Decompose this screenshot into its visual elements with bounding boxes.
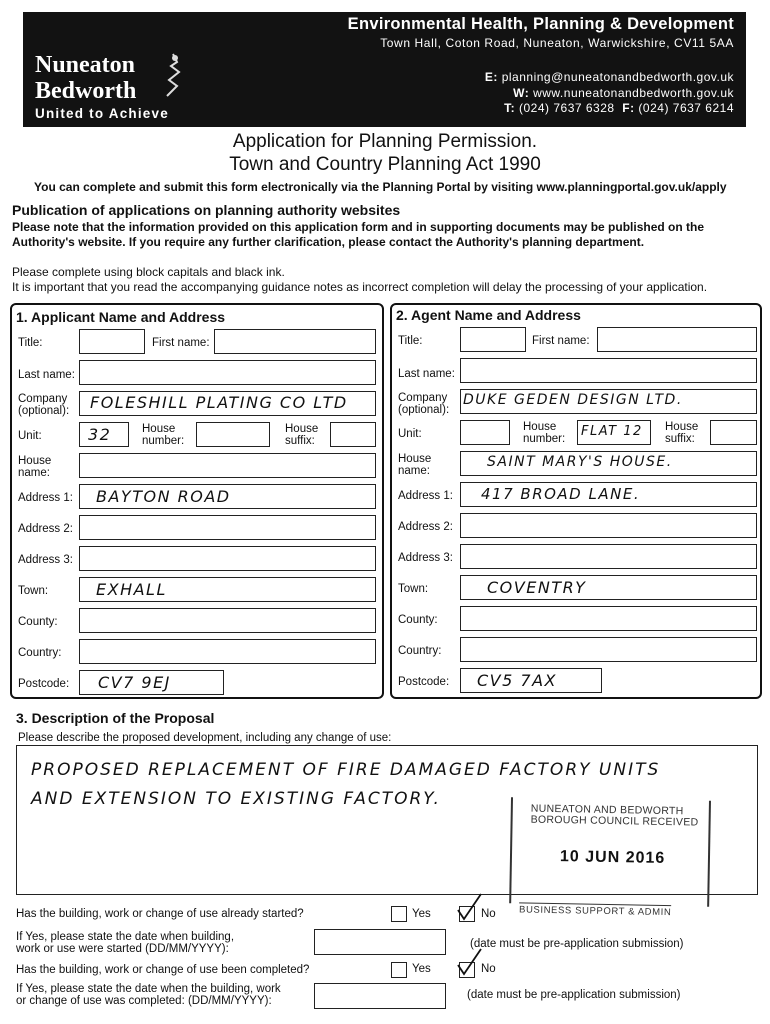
started-yes-checkbox[interactable] (391, 906, 407, 922)
applicant-title-field[interactable] (79, 329, 145, 354)
applicant-country-field[interactable] (79, 639, 376, 664)
web-link[interactable]: www.nuneatonandbedworth.gov.uk (533, 85, 734, 100)
agent-last-name-field[interactable] (460, 358, 757, 383)
portal-note: You can complete and submit this form electronically via the Planning Portal by visiting www.planningportal.gov.uk/apply (34, 180, 727, 194)
received-stamp: NUNEATON AND BEDWORTH BOROUGH COUNCIL RECEIVED 10 JUN 2016 BUSINESS SUPPORT & ADMIN (509, 797, 711, 915)
agent-address3-field[interactable] (460, 544, 757, 569)
proposal-line-1: PROPOSED REPLACEMENT OF FIRE DAMAGED FACTORY UNITS (31, 760, 661, 780)
agent-unit-field[interactable] (460, 420, 510, 445)
applicant-company-field[interactable]: FOLESHILL PLATING CO LTD (79, 391, 376, 416)
publication-text-1: Please note that the information provided on this application form and in supporting documents may be published on the (12, 220, 705, 234)
applicant-address3-field[interactable] (79, 546, 376, 571)
question-completed: Has the building, work or change of use been completed? (16, 964, 310, 976)
applicant-house-number-field[interactable] (196, 422, 270, 447)
instructions-2: It is important that you read the accompanying guidance notes as incorrect completion will delay the processing of your application. (12, 280, 708, 294)
applicant-county-field[interactable] (79, 608, 376, 633)
agent-country-field[interactable] (460, 637, 757, 662)
question-completed-date: If Yes, please state the date when the building, work or change of use was completed: (DD/MM/YYYY): (16, 983, 281, 1007)
started-date-field[interactable] (314, 929, 446, 955)
applicant-panel: 1. Applicant Name and Address Title: First name: Last name: Company (optional): FOLESHILL PLATING CO LTD Unit: 32 House number: House suffix: House name: Address 1: BAYTON ROAD Address 2: Address 3: Town: EXHALL County: Country: Postcode: CV7 9EJ (10, 303, 384, 699)
tagline: United to Achieve (35, 106, 169, 121)
form-title: Application for Planning Permission. (232, 131, 538, 152)
form-subtitle: Town and Country Planning Act 1990 (229, 154, 541, 175)
date-note-started: (date must be pre-application submission) (470, 938, 684, 950)
completed-yes-checkbox[interactable] (391, 962, 407, 978)
crest-icon (157, 50, 189, 100)
applicant-house-suffix-field[interactable] (330, 422, 376, 447)
council-header (23, 12, 746, 127)
applicant-address1-field[interactable]: BAYTON ROAD (79, 484, 376, 509)
applicant-town-field[interactable]: EXHALL (79, 577, 376, 602)
agent-company-field[interactable]: DUKE GEDEN DESIGN LTD. (460, 389, 757, 414)
applicant-postcode-field[interactable]: CV7 9EJ (79, 670, 224, 695)
publication-text-2: Authority's website. If you require any further clarification, please contact the Authority's planning department. (12, 235, 645, 249)
tick-icon (455, 892, 483, 922)
applicant-house-name-field[interactable] (79, 453, 376, 478)
agent-house-number-field[interactable]: FLAT 12 (577, 420, 651, 445)
instructions-1: Please complete using block capitals and black ink. (12, 265, 285, 279)
agent-heading: 2. Agent Name and Address (396, 307, 581, 323)
email-link[interactable]: planning@nuneatonandbedworth.gov.uk (501, 70, 734, 84)
agent-address1-field[interactable]: 417 BROAD LANE. (460, 482, 757, 507)
agent-house-suffix-field[interactable] (710, 420, 757, 445)
agent-county-field[interactable] (460, 606, 757, 631)
agent-panel: 2. Agent Name and Address Title: First name: Last name: Company (optional): DUKE GEDEN DESIGN LTD. Unit: House number: FLAT 12 House suffix: House name: SAINT MARY'S HOUSE. Address 1: 417 BROAD LANE. Address 2: Address 3: Town: COVENTRY County: Country: Postcode: CV5 7AX (390, 303, 762, 699)
completed-date-field[interactable] (314, 983, 446, 1009)
applicant-unit-field[interactable]: 32 (79, 422, 129, 447)
applicant-last-name-field[interactable] (79, 360, 376, 385)
agent-town-field[interactable]: COVENTRY (460, 575, 757, 600)
proposal-line-2: AND EXTENSION TO EXISTING FACTORY. (31, 789, 441, 809)
agent-first-name-field[interactable] (597, 327, 757, 352)
date-note-completed: (date must be pre-application submission) (467, 989, 681, 1001)
applicant-heading: 1. Applicant Name and Address (16, 309, 226, 325)
applicant-first-name-field[interactable] (214, 329, 376, 354)
agent-address2-field[interactable] (460, 513, 757, 538)
agent-house-name-field[interactable]: SAINT MARY'S HOUSE. (460, 451, 757, 476)
proposal-heading: 3. Description of the Proposal (16, 710, 215, 726)
agent-title-field[interactable] (460, 327, 526, 352)
contact-details: E: planning@nuneatonandbedworth.gov.uk W: www.nuneatonandbedworth.gov.uk T: (024) 7637 6328 F: (024) 7637 6214 (484, 70, 734, 115)
applicant-address2-field[interactable] (79, 515, 376, 540)
council-logo: Nuneaton Bedworth (35, 52, 137, 104)
question-started-date: If Yes, please state the date when building, work or use were started (DD/MM/YYYY): (16, 931, 235, 955)
agent-postcode-field[interactable]: CV5 7AX (460, 668, 602, 693)
tick-icon (455, 947, 483, 977)
department-name: Environmental Health, Planning & Development (347, 15, 734, 33)
received-date: 10 JUN 2016 (559, 848, 666, 867)
question-started: Has the building, work or change of use already started? (16, 908, 304, 920)
proposal-instruction: Please describe the proposed development, including any change of use: (18, 732, 392, 744)
council-address: Town Hall, Coton Road, Nuneaton, Warwickshire, CV11 5AA (380, 36, 734, 50)
publication-heading: Publication of applications on planning authority websites (12, 202, 401, 218)
